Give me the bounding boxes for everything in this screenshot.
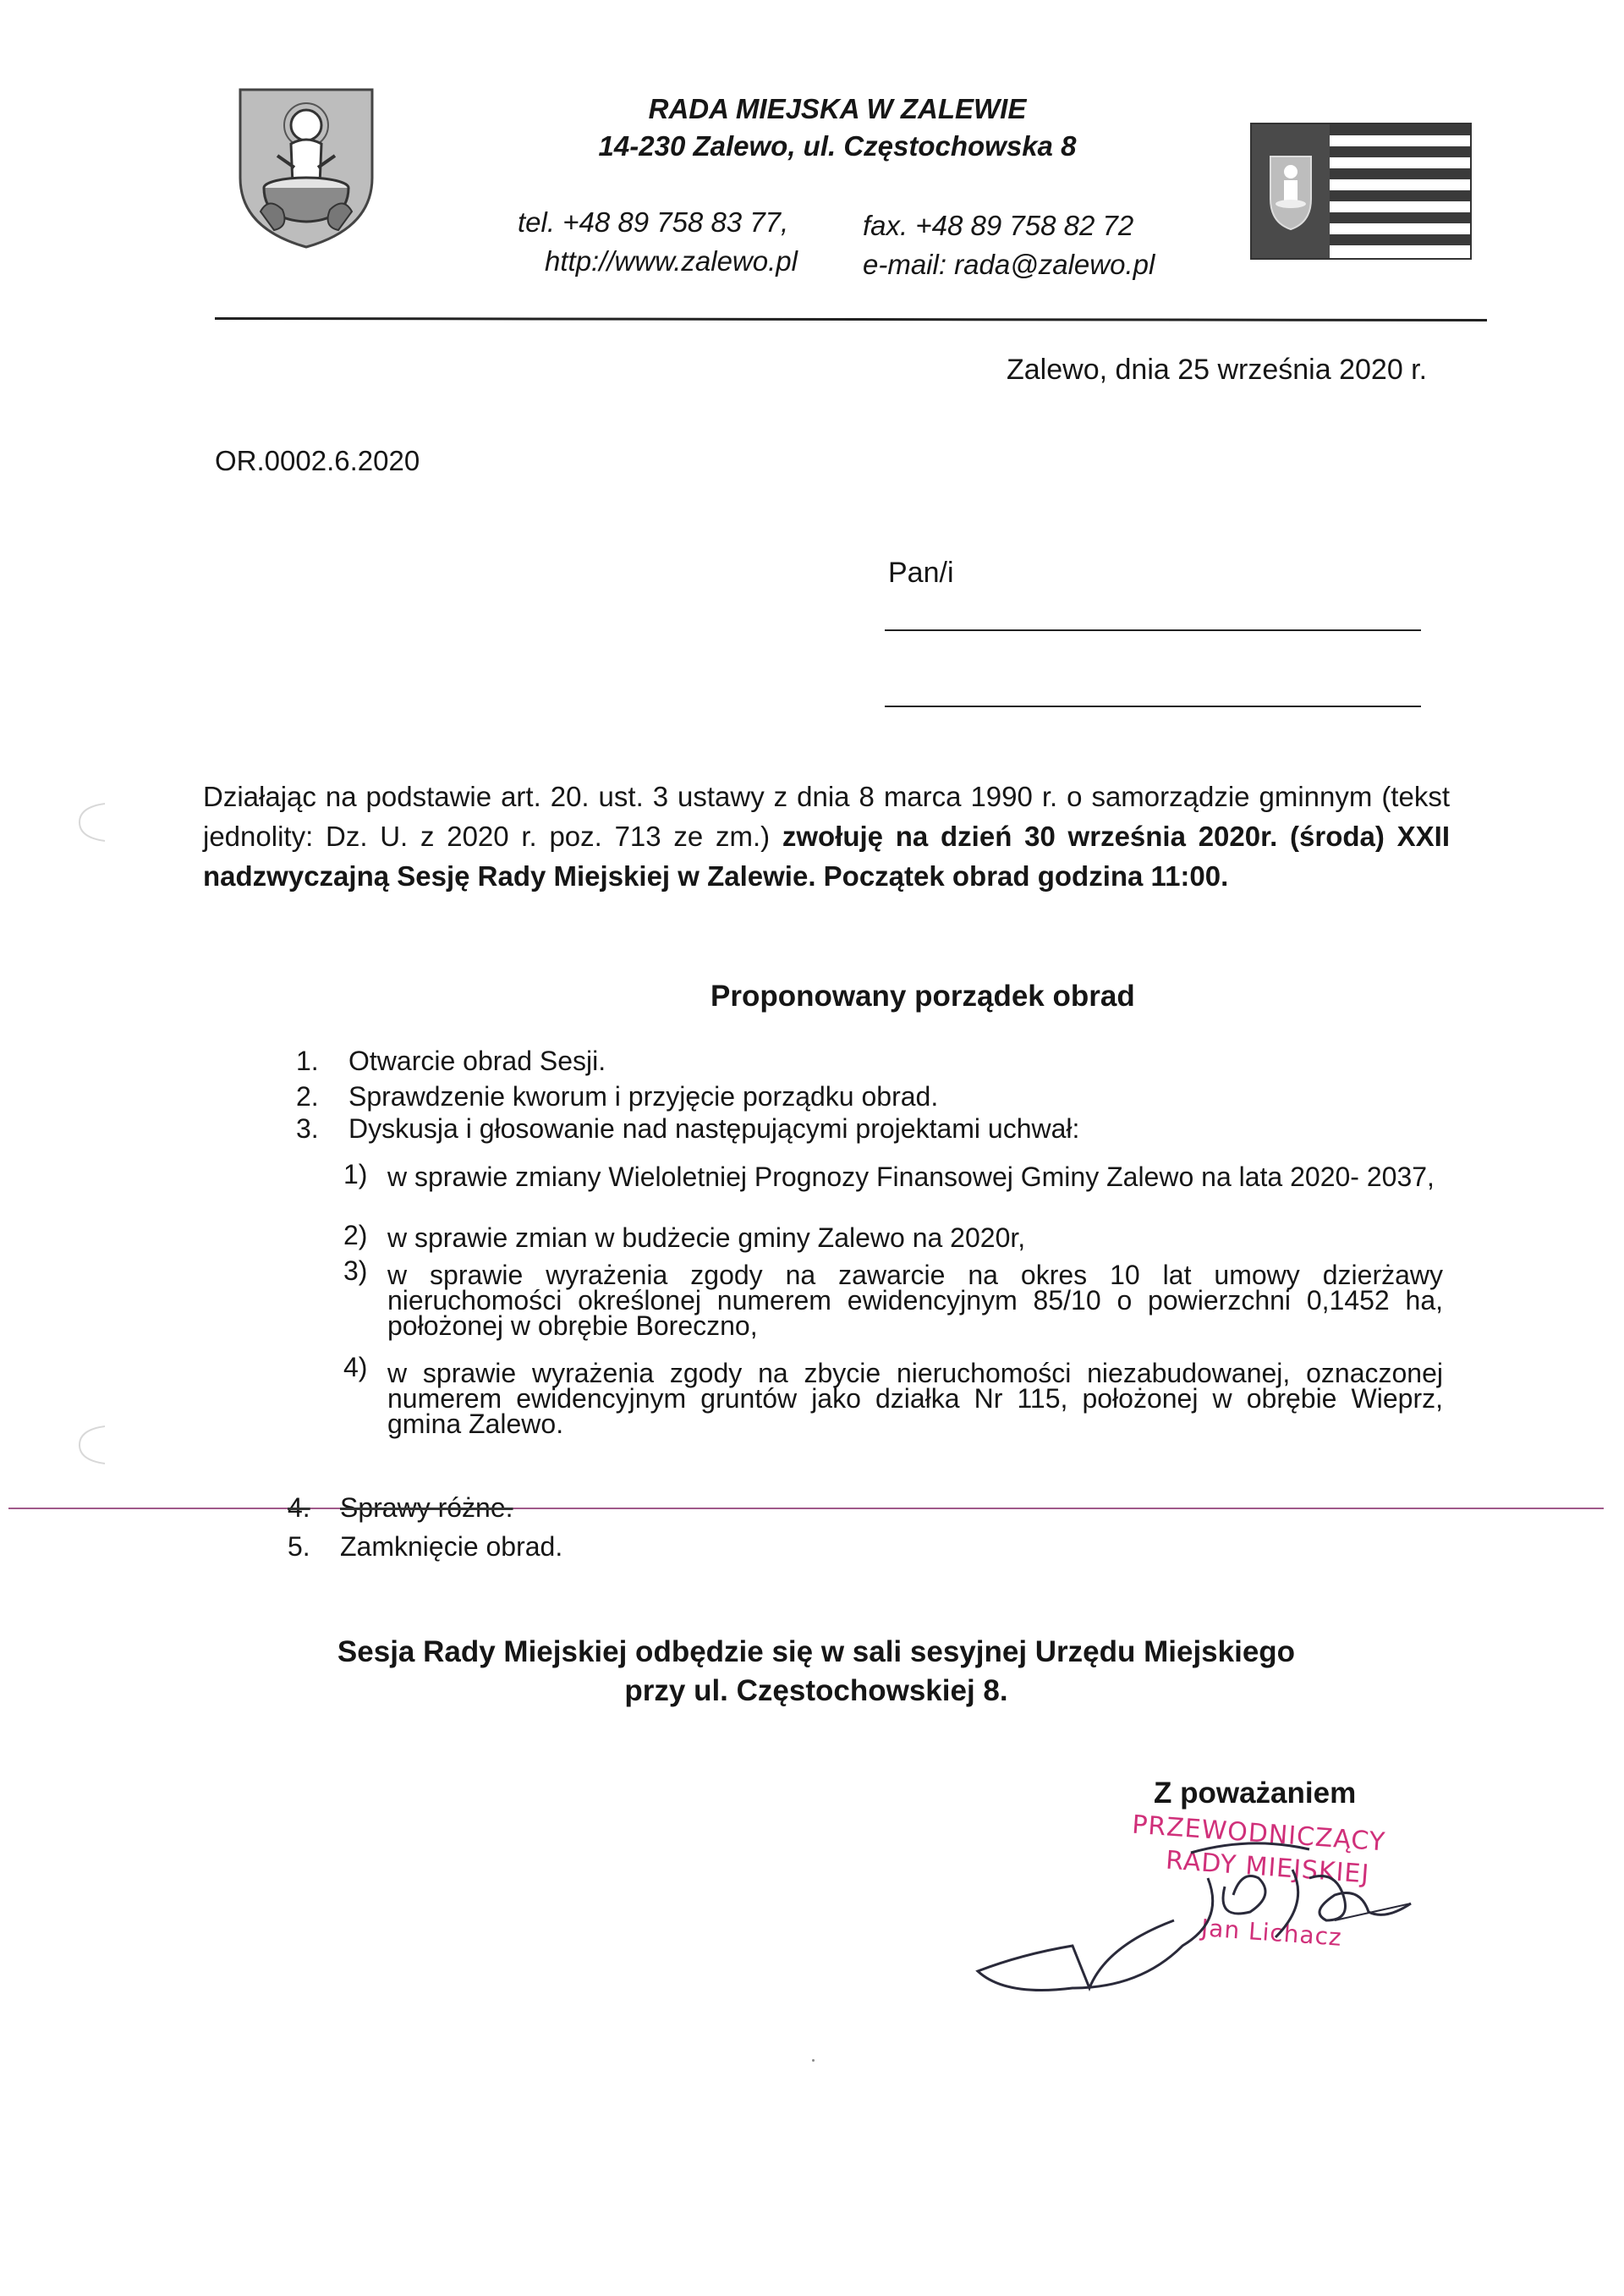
intro-bold-text: zwołuję na dzień 30 września 2020r. (środa) XXII nadzwyczajną Sesję Rady Miejskiej w Zalewie. Początek obrad godzina 11:00. (203, 821, 1450, 892)
agenda-item-text: Otwarcie obrad Sesji. (348, 1046, 606, 1076)
agenda-title: Proponowany porządek obrad (710, 980, 1135, 1013)
email-link[interactable]: e-mail: rada@zalewo.pl (863, 249, 1155, 280)
agenda-item-number: 3. (296, 1113, 319, 1144)
sub-item-number: 3) (343, 1255, 368, 1286)
agenda-item-number: 5. (288, 1531, 310, 1562)
venue-line-1: Sesja Rady Miejskiej odbędzie się w sali sesyjnej Urzędu Miejskiego (337, 1635, 1296, 1668)
agenda-item (296, 1113, 1079, 1145)
scan-margin-line (8, 1508, 1604, 1509)
document-date: Zalewo, dnia 25 września 2020 r. (1007, 354, 1428, 386)
agenda-item-number: 1. (296, 1046, 319, 1076)
stamp-name: Jan Lichacz (1200, 1914, 1343, 1952)
coat-of-arms-icon (235, 85, 377, 250)
fax-number: fax. +48 89 758 82 72 (863, 210, 1134, 241)
closing-phrase: Z poważaniem (1154, 1777, 1357, 1810)
recipient-label: Pan/i (888, 557, 954, 589)
stamp-subtitle: RADY MIEJSKIEJ (1165, 1845, 1371, 1890)
recipient-line-2 (885, 706, 1421, 707)
org-address: 14-230 Zalewo, ul. Częstochowska 8 (598, 130, 1077, 162)
agenda-item-number: 4. (288, 1492, 310, 1523)
recipient-line-1 (885, 629, 1421, 631)
venue-line-2: przy ul. Częstochowskiej 8. (624, 1674, 1008, 1707)
website-link[interactable]: http://www.zalewo.pl (545, 245, 798, 277)
sub-item-number: 2) (343, 1220, 368, 1250)
intro-text: Działając na podstawie art. 20. ust. 3 ustawy z dnia 8 marca 1990 r. o samorządzie gminnym (tekst jednolity: Dz. U. z 2020 r. poz. 713 ze zm.) (203, 781, 1450, 852)
venue-note (279, 1633, 1353, 1711)
sub-item-number: 1) (343, 1159, 368, 1189)
agenda-item-text: Sprawy różne. (340, 1492, 513, 1523)
agenda-item (296, 1081, 938, 1112)
handwritten-signature (971, 1819, 1445, 2022)
reference-number: OR.0002.6.2020 (215, 445, 420, 476)
scan-dot (812, 2059, 815, 2062)
sub-item-text: w sprawie zmiany Wieloletniej Prognozy Finansowej Gminy Zalewo na lata 2020- 2037, (387, 1162, 1435, 1192)
municipal-flag-icon (1250, 123, 1472, 260)
agenda-item-text: Zamknięcie obrad. (340, 1531, 563, 1562)
agenda-item-text: Sprawdzenie kworum i przyjęcie porządku obrad. (348, 1081, 939, 1112)
org-name: RADA MIEJSKA W ZALEWIE (648, 93, 1027, 124)
hole-punch-mark (71, 799, 113, 844)
agenda-item (288, 1492, 513, 1524)
stamp-title: PRZEWODNICZĄCY (1131, 1810, 1387, 1858)
sub-item-number: 4) (343, 1352, 368, 1382)
sub-item-text: w sprawie wyrażenia zgody na zawarcie na okres 10 lat umowy dzierżawy nieruchomości określonej numerem ewidencyjnym 85/10 o powierzchni 0,1452 ha, położonej w obrębie Boreczno, (387, 1260, 1443, 1341)
intro-paragraph (203, 777, 1450, 896)
sub-item-text: w sprawie wyrażenia zgody na zbycie nieruchomości niezabudowanej, oznaczonej numerem ewidencyjnym gruntów jako działka Nr 115, położonej w obrębie Wieprz, gmina Zalewo. (387, 1358, 1443, 1439)
sub-item-text: w sprawie zmian w budżecie gminy Zalewo na 2020r, (387, 1222, 1026, 1253)
agenda-item (288, 1531, 562, 1563)
header-divider (215, 317, 1487, 321)
agenda-item-text: Dyskusja i głosowanie nad następującymi projektami uchwał: (348, 1113, 1080, 1144)
agenda-item (296, 1046, 606, 1077)
phone-number: tel. +48 89 758 83 77, (518, 206, 789, 238)
agenda-item-number: 2. (296, 1081, 319, 1112)
hole-punch-mark (71, 1421, 113, 1467)
